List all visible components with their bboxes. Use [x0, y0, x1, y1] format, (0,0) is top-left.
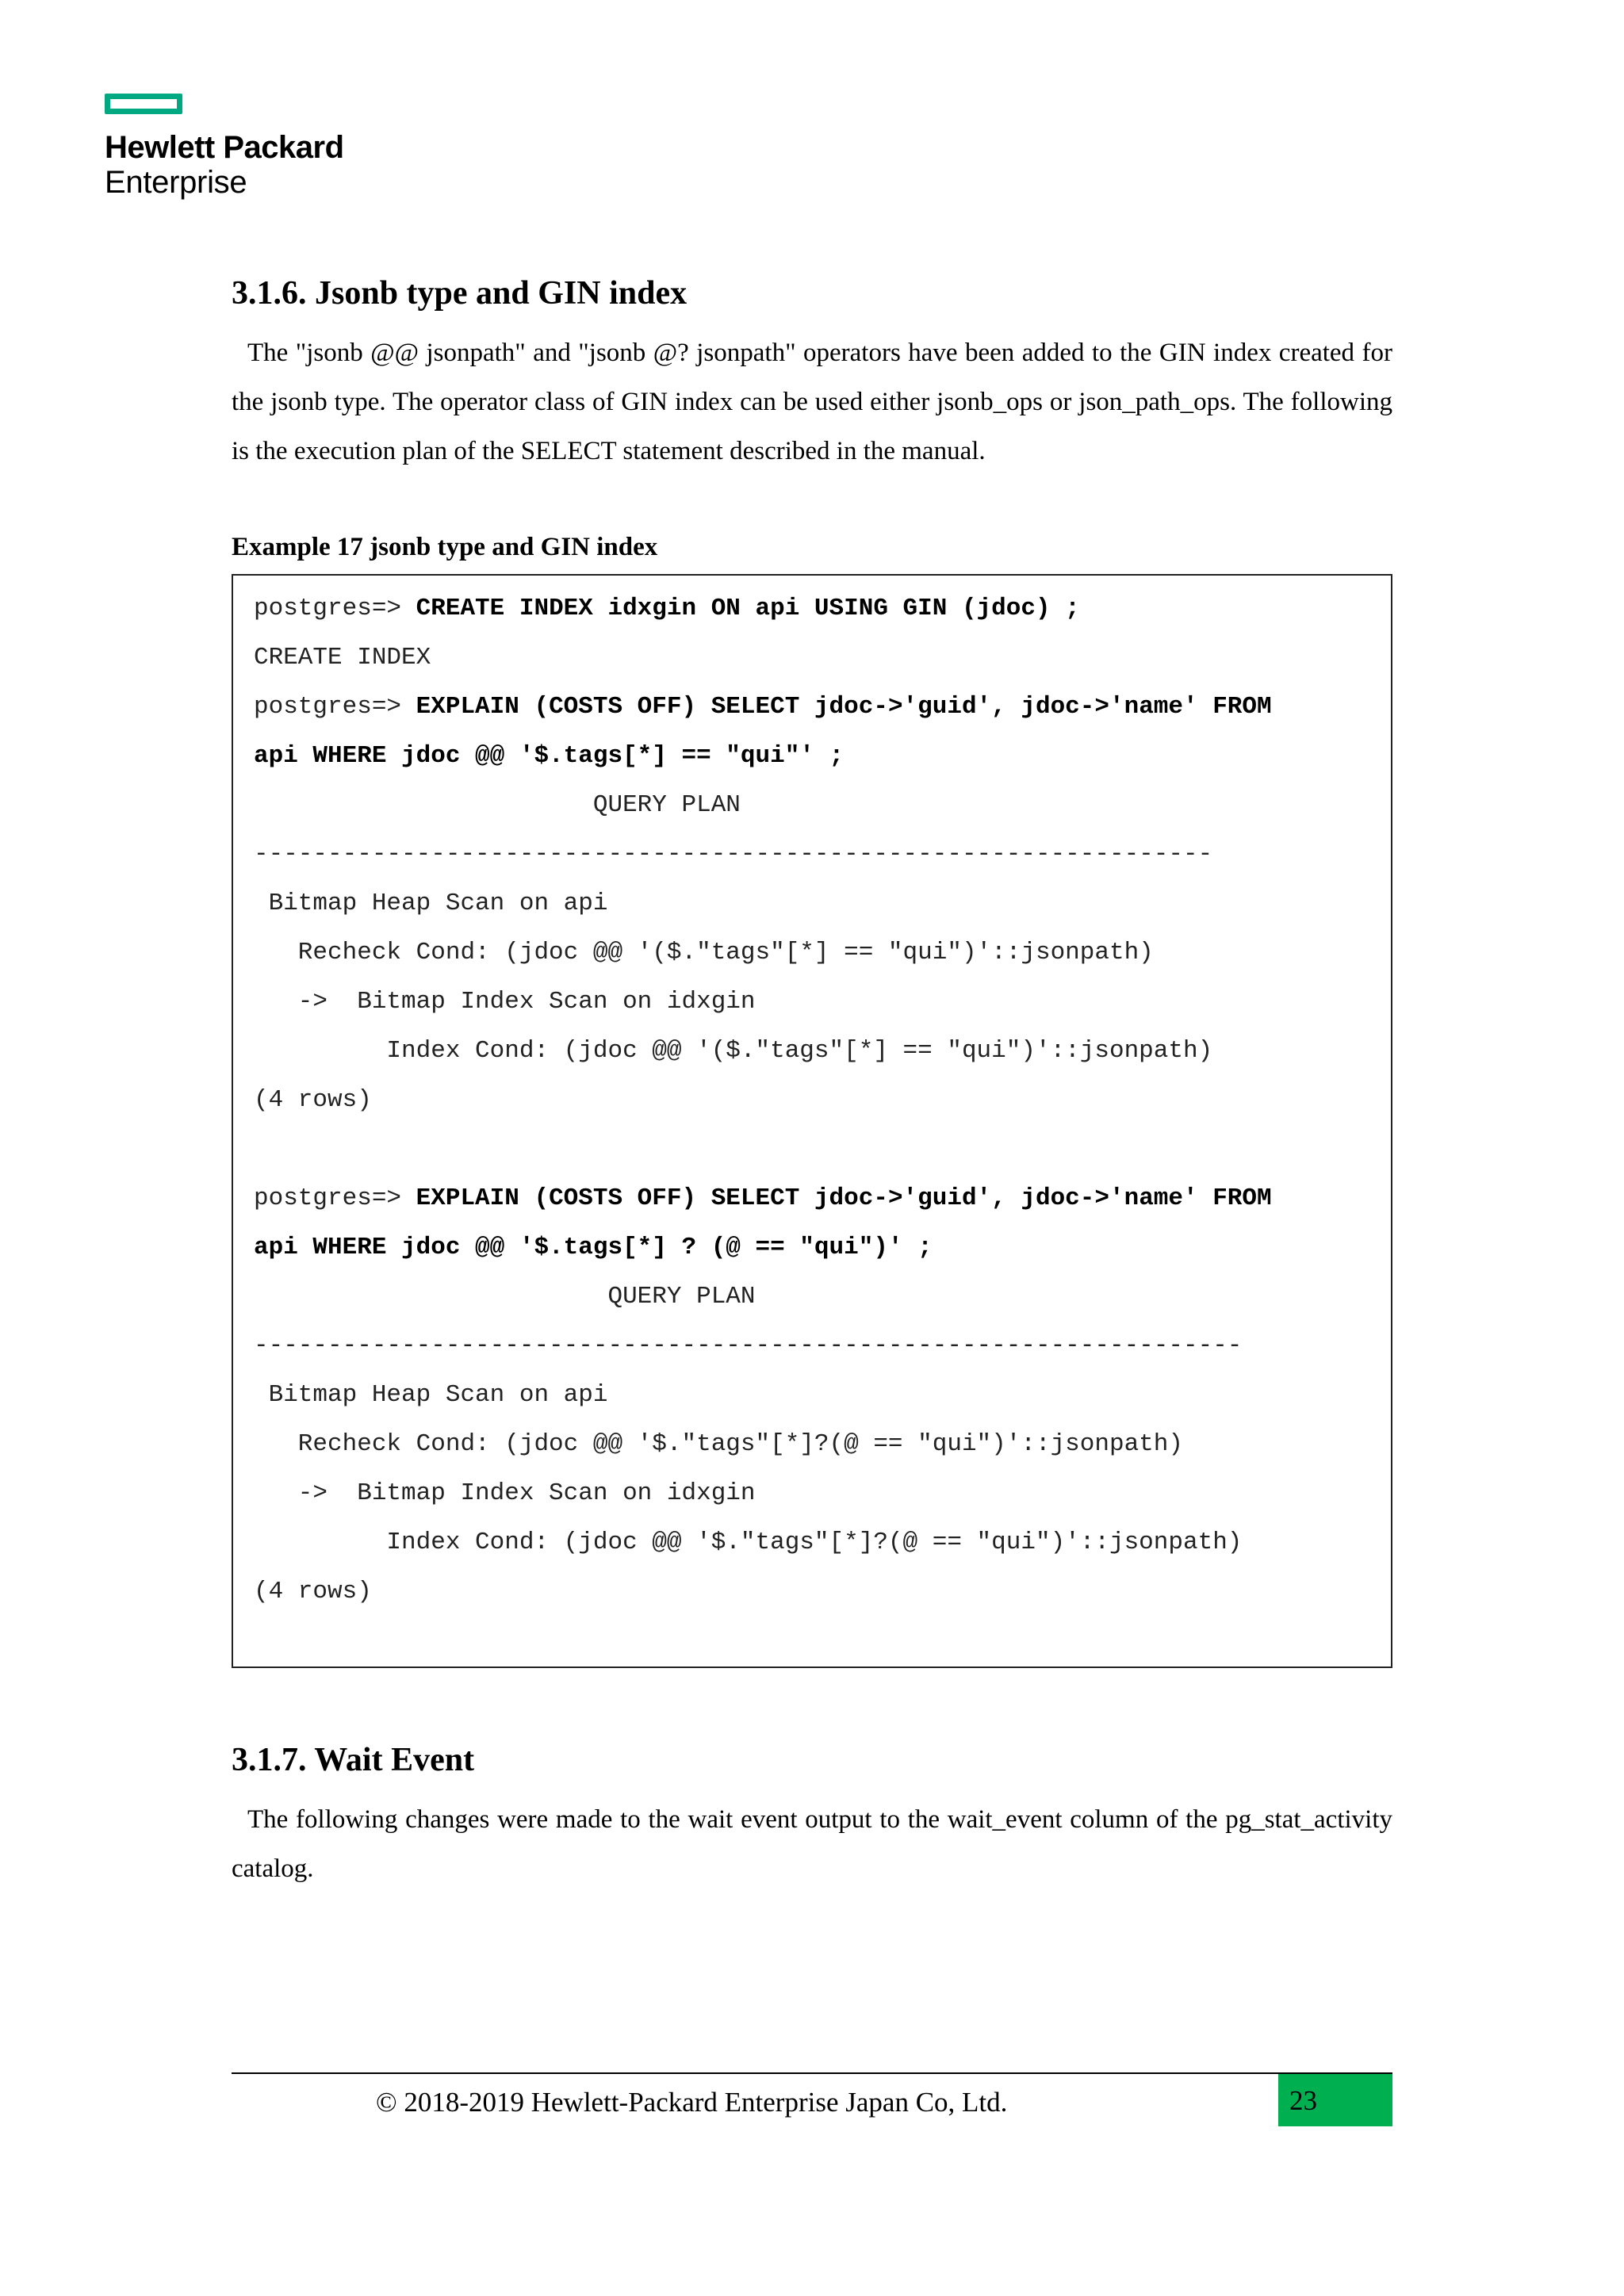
code-output: Index Cond: (jdoc @@ '($."tags"[*] == "qui")'::jsonpath)	[254, 1037, 1213, 1065]
code-command: api WHERE jdoc @@ '$.tags[*] ? (@ == "qui")' ;	[254, 1234, 933, 1261]
code-output: -> Bitmap Index Scan on idxgin	[254, 1479, 756, 1507]
logo-text-line2: Enterprise	[105, 165, 247, 200]
section-317-paragraph: The following changes were made to the wait event output to the wait_event column of the pg_stat_activity catalog.	[232, 1805, 1392, 1883]
code-output: -> Bitmap Index Scan on idxgin	[254, 988, 756, 1016]
code-output: Recheck Cond: (jdoc @@ '($."tags"[*] == "qui")'::jsonpath)	[254, 939, 1154, 966]
page-number-box	[1278, 2074, 1392, 2126]
code-output: CREATE INDEX	[254, 644, 431, 672]
code-command: EXPLAIN (COSTS OFF) SELECT jdoc->'guid', jdoc->'name' FROM	[416, 1184, 1272, 1212]
code-line	[254, 888, 607, 920]
code-line	[254, 1576, 372, 1608]
code-line	[254, 1429, 1183, 1460]
code-output: Bitmap Heap Scan on api	[254, 890, 608, 917]
code-line	[254, 839, 1212, 871]
code-prompt: postgres=>	[254, 1184, 416, 1212]
code-line	[254, 1232, 933, 1264]
code-line	[254, 1478, 756, 1510]
code-line	[254, 1380, 607, 1411]
hpe-logo-mark	[105, 94, 182, 114]
code-line	[254, 1183, 1272, 1215]
code-line	[254, 790, 741, 821]
code-output: Bitmap Heap Scan on api	[254, 1381, 608, 1409]
code-line	[254, 1330, 1242, 1362]
code-prompt: postgres=>	[254, 595, 416, 622]
code-output: QUERY PLAN	[254, 791, 741, 819]
page-number: 23	[1289, 2085, 1317, 2116]
code-command: api WHERE jdoc @@ '$.tags[*] == "qui"' ;	[254, 742, 845, 770]
code-line	[254, 1527, 1242, 1559]
code-line	[254, 1085, 372, 1116]
code-output: -------------------------------------------------------------------	[254, 1332, 1243, 1360]
code-line	[254, 986, 756, 1018]
code-line	[254, 937, 1154, 969]
code-output: Index Cond: (jdoc @@ '$."tags"[*]?(@ == "qui")'::jsonpath)	[254, 1529, 1243, 1556]
section-316-paragraph: The "jsonb @@ jsonpath" and "jsonb @? jsonpath" operators have been added to the GIN index created for the jsonb type. The operator class of GIN index can be used either jsonb_ops or json_path_ops. The following is the execution plan of the SELECT statement described in the manual.	[232, 339, 1392, 465]
hpe-logo	[105, 94, 344, 200]
code-line	[254, 1035, 1212, 1067]
code-line	[254, 691, 1272, 723]
footer-rule	[232, 2072, 1392, 2074]
code-output: (4 rows)	[254, 1578, 372, 1605]
code-command: EXPLAIN (COSTS OFF) SELECT jdoc->'guid', jdoc->'name' FROM	[416, 693, 1272, 721]
footer-copyright: © 2018-2019 Hewlett-Packard Enterprise Japan Co, Ltd.	[376, 2087, 1008, 2118]
code-output: (4 rows)	[254, 1086, 372, 1114]
section-heading-316: 3.1.6. Jsonb type and GIN index	[232, 275, 688, 312]
logo-text-line1: Hewlett Packard	[105, 130, 344, 165]
section-heading-317: 3.1.7. Wait Event	[232, 1742, 475, 1778]
code-block	[232, 574, 1392, 1668]
code-line	[254, 1281, 756, 1313]
code-command: CREATE INDEX idxgin ON api USING GIN (jdoc) ;	[416, 595, 1080, 622]
code-line	[254, 642, 431, 674]
code-output: QUERY PLAN	[254, 1283, 756, 1311]
code-line	[254, 593, 1080, 625]
code-output: -----------------------------------------------------------------	[254, 840, 1213, 868]
example-caption: Example 17 jsonb type and GIN index	[232, 533, 658, 561]
code-line	[254, 740, 844, 772]
code-prompt: postgres=>	[254, 693, 416, 721]
code-output: Recheck Cond: (jdoc @@ '$."tags"[*]?(@ == "qui")'::jsonpath)	[254, 1430, 1183, 1458]
